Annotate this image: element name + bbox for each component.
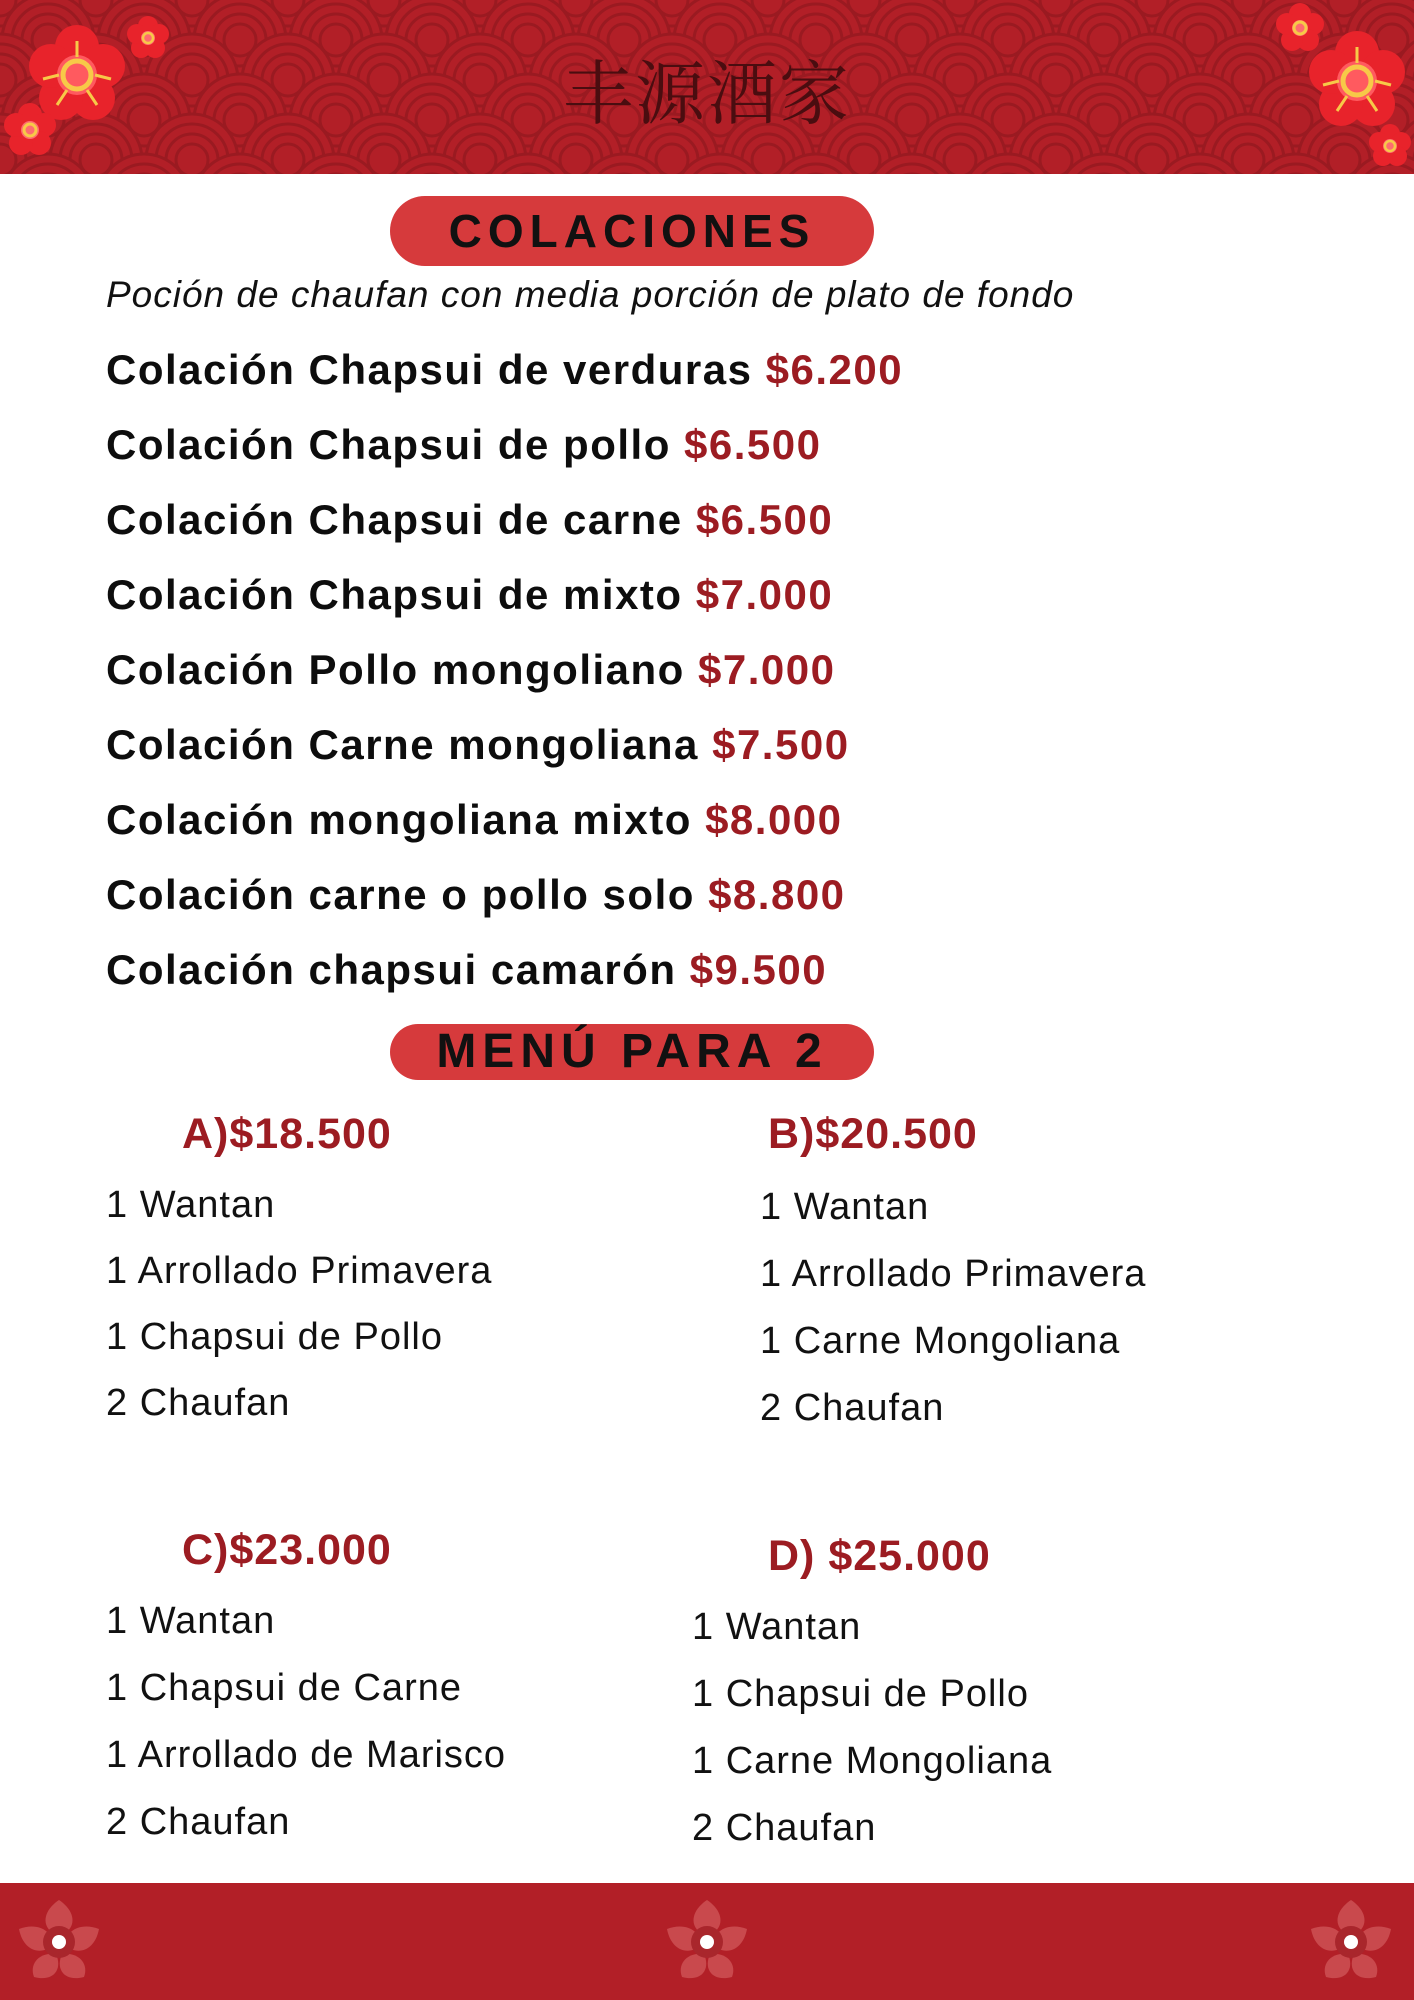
item-price: $7.000: [695, 571, 834, 618]
item-price: $6.500: [684, 421, 822, 468]
list-item: [106, 492, 903, 567]
header-banner: [0, 0, 1414, 174]
colaciones-heading: COLACIONES: [390, 196, 874, 266]
item-price: $8.000: [705, 796, 843, 843]
colaciones-list: [106, 342, 903, 1017]
list-item: [106, 642, 903, 717]
list-item: [106, 417, 903, 492]
list-item: 1 Wantan: [106, 1600, 276, 1642]
list-item: 1 Wantan: [692, 1606, 862, 1648]
item-price: $8.800: [708, 871, 846, 918]
flower-icon: [14, 1899, 104, 1985]
list-item: 1 Arrollado Primavera: [106, 1250, 493, 1292]
flower-icon: [1366, 122, 1414, 170]
list-item: [106, 567, 903, 642]
item-price: $6.200: [765, 346, 904, 393]
list-item: 2 Chaufan: [760, 1387, 945, 1429]
list-item: 1 Wantan: [760, 1186, 930, 1228]
list-item: 1 Arrollado de Marisco: [106, 1734, 507, 1776]
list-item: 1 Arrollado Primavera: [760, 1253, 1147, 1295]
item-name: Colación carne o pollo solo: [106, 871, 695, 918]
item-price: $9.500: [689, 946, 828, 993]
combo-price: C)$23.000: [182, 1526, 392, 1574]
footer-banner: [0, 1883, 1414, 2000]
combo-items: [106, 1184, 492, 1448]
item-name: Colación chapsui camarón: [106, 946, 677, 993]
list-item: 1 Chapsui de Pollo: [692, 1673, 1029, 1715]
combo-price: A)$18.500: [182, 1110, 392, 1158]
list-item: 1 Carne Mongoliana: [692, 1740, 1053, 1782]
item-name: Colación Carne mongoliana: [106, 721, 699, 768]
flower-icon: [662, 1899, 752, 1985]
list-item: 2 Chaufan: [106, 1801, 291, 1843]
list-item: [106, 867, 903, 942]
item-price: $6.500: [695, 496, 834, 543]
item-price: $7.500: [712, 721, 850, 768]
flower-icon: [1306, 1899, 1396, 1985]
item-name: Colación mongoliana mixto: [106, 796, 692, 843]
list-item: 2 Chaufan: [692, 1807, 877, 1849]
item-price: $7.000: [698, 646, 836, 693]
combo-items: [692, 1606, 1052, 1874]
item-name: Colación Chapsui de mixto: [106, 571, 683, 618]
combo-items: [106, 1600, 506, 1868]
list-item: 1 Carne Mongoliana: [760, 1320, 1121, 1362]
colaciones-subtitle: Poción de chaufan con media porción de plato de fondo: [106, 274, 1075, 315]
list-item: 1 Wantan: [106, 1184, 276, 1226]
flower-icon: [1300, 24, 1414, 138]
list-item: [106, 717, 903, 792]
combo-price: D) $25.000: [768, 1532, 991, 1580]
restaurant-name: 丰源酒家: [563, 53, 851, 135]
list-item: 2 Chaufan: [106, 1382, 291, 1424]
combo-items: [760, 1186, 1146, 1454]
item-name: Colación Pollo mongoliano: [106, 646, 685, 693]
item-name: Colación Chapsui de carne: [106, 496, 683, 543]
combo-price: B)$20.500: [768, 1110, 978, 1158]
list-item: 1 Chapsui de Carne: [106, 1667, 462, 1709]
item-name: Colación Chapsui de verduras: [106, 346, 753, 393]
list-item: 1 Chapsui de Pollo: [106, 1316, 443, 1358]
item-name: Colación Chapsui de pollo: [106, 421, 671, 468]
list-item: [106, 342, 903, 417]
menu-para-2-heading: MENÚ PARA 2: [390, 1024, 874, 1080]
list-item: [106, 792, 903, 867]
list-item: [106, 942, 903, 1017]
